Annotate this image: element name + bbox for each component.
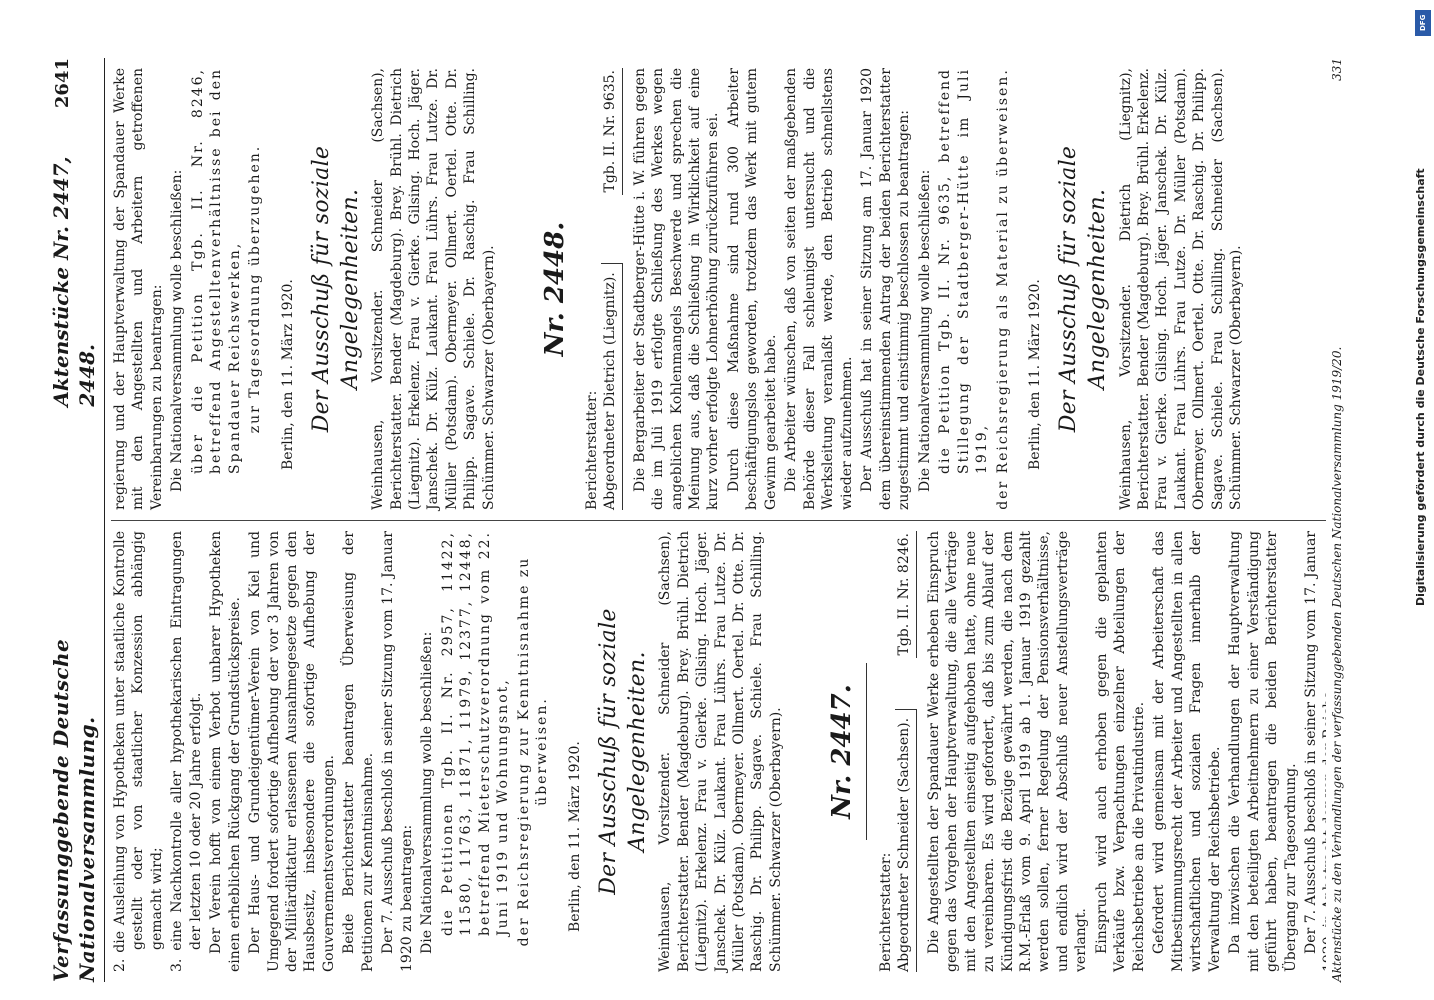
committee-members: Weinhausen, Vorsitzender. Schneider (Sachsen), Berichterstatter. Bender (Magdeburg). Brey. Brühl. Dietrich (Liegnitz). Erkelenz. Frau v. Gierke. Gilsing. Hoch. Jäger. Janschek. Dr. Külz. Laukant. Frau Lührs. Frau Lutze. Dr. Müller (Potsdam). Obermeyer. Ollmert. Oertel. Dr. Otte. Dr. Raschig. Dr. Philipp. Sagave. Schiele. Frau Schilling. Schümmer. Schwarzer (Oberbayern). xyxy=(657,531,784,972)
rapporteur-label: Berichterstatter: xyxy=(877,852,894,972)
paragraph: Die Nationalversammlung wolle beschließen: xyxy=(169,169,186,492)
right-column xyxy=(111,58,1326,520)
footer-signature: 331 xyxy=(1329,58,1344,81)
committee-title: Der Ausschuß für soziale Angelegenheiten. xyxy=(309,145,364,433)
list-item-3: 3. eine Nachkontrolle aller hypothekarischen Eintragungen der letzten 10 oder 20 Jahre erfolgt. xyxy=(169,531,204,972)
date-line: Berlin, den 11. März 1920. xyxy=(279,279,296,470)
running-header xyxy=(48,58,105,982)
section-number-text: Nr. 2448. xyxy=(540,221,571,357)
rapporteur-name: Abgeordneter Schneider (Sachsen). xyxy=(895,709,916,972)
paragraph: Der Ausschuß hat in seiner Sitzung am 17. Januar 1920 dem übereinstimmenden Antrag der beiden Berichterstatter zugestimmt und einstimmig beschlossen zu beantragen: xyxy=(859,68,913,510)
resolution-text: zur Tagesordnung überzugehen. xyxy=(247,144,264,434)
credit-text: Digitalisierung gefördert durch die Deutsche Forschungsgemeinschaft xyxy=(1414,168,1427,606)
paragraph: Der Verein hofft von einem Verbot unbarer Hypotheken einen erheblichen Rückgang der Grundstückspreise. xyxy=(208,531,243,972)
rapporteur-name: Abgeordneter Dietrich (Liegnitz). xyxy=(601,263,622,510)
two-column-body xyxy=(111,58,1326,982)
petition-block: die Petitionen Tgb. II. Nr. 2957, 11422, 11580, 11763, 11871, 11979, 12377, 12448, betreffend Mieterschutzverordnung vom 22. Juni 1919 und Wohnungsnot, xyxy=(439,531,512,936)
paragraph: Die Arbeiter wünschen, daß von seiten der maßgebenden Behörde dieser Fall schleunigst untersucht und die Werksleitung veranlaßt werde, den Betrieb schnellstens wieder aufzunehmen. xyxy=(783,68,855,510)
scanned-page xyxy=(40,40,1360,1000)
footer-source: Aktenstücke zu den Verhandlungen der verfassunggebenden Deutschen Nationalversammlung 1919/20. xyxy=(1329,346,1344,982)
paragraph: Durch diese Maßnahme sind rund 300 Arbeiter beschäftigungslos geworden, trotzdem das Werk mit gutem Gewinn gearbeitet habe. xyxy=(725,68,779,510)
committee-members: Weinhausen, Vorsitzender. Schneider (Sachsen), Berichterstatter. Bender (Magdeburg). Brey. Brühl. Dietrich (Liegnitz). Erkelenz. Frau v. Gierke. Gilsing. Hoch. Jäger. Janschek. Dr. Külz. Laukant. Frau Lührs. Frau Lutze. Dr. Müller (Potsdam). Obermeyer. Ollmert. Oertel. Otte. Dr. Philipp. Sagave. Schiele. Dr. Raschig. Frau Schilling. Schümmer. Schwarzer (Oberbayern). xyxy=(370,68,497,510)
section-number xyxy=(825,531,866,972)
digitization-credit xyxy=(1414,6,1432,986)
resolution-text: der Reichsregierung zur Kenntnisnahme zu überweisen. xyxy=(515,556,551,947)
running-title: Verfassunggebende Deutsche Nationalversammlung. xyxy=(49,638,100,982)
date-line: Berlin, den 11. März 1920. xyxy=(1026,279,1043,470)
paragraph: Der Haus- und Grundeigentümer-Verein von Kiel und Umgegend fordert sofortige Aufhebung der vor 3 Jahren von der Militärdiktatur erlassenen Ausnahmegesetze gegen den Hausbesitz, insbesondere die sofortige Aufhebung der Gouvernementsverordnungen. xyxy=(247,531,337,972)
paragraph: Die Bergarbeiter der Stadtberger-Hütte i. W. führen gegen die im Juli 1919 erfolgte Schließung des Werkes wegen angeblichen Kohlenmangels Beschwerde und sprechen die Meinung aus, daß die Schließung in Wirklichkeit auf eine kurz vorher erfolgte Lohnerhöhung zurückzuführen sei. xyxy=(631,68,722,510)
rapporteur-row xyxy=(601,68,622,510)
document-label: Aktenstücke Nr. 2447, 2448. xyxy=(49,156,100,407)
petition-block: über die Petition Tgb. II. Nr. 8246, betreffend Angestelltenverhältnisse bei den Spandauer Reichswerken, xyxy=(189,68,243,474)
page-footer xyxy=(1330,58,1346,982)
paragraph: Die Nationalversammlung wolle beschließen: xyxy=(419,631,436,954)
paragraph: Einspruch wird auch erhoben gegen die geplanten Verkäufe bzw. Verpachtungen einzelner Abteilungen der Reichsbetriebe an die Privatindustrie. xyxy=(1093,531,1147,972)
divider xyxy=(866,663,867,839)
paragraph: Der 7. Ausschuß beschloß in seiner Sitzung vom 17. Januar 1920, in Anbetracht der von der Reichs- xyxy=(1303,531,1326,972)
rapporteur-row xyxy=(895,531,916,972)
paragraph: regierung und der Hauptverwaltung der Spandauer Werke mit den Angestellten und Arbeitern getroffenen Vereinbarungen zu beantragen: xyxy=(111,68,165,510)
resolution-text: der Reichsregierung als Material zu überweisen. xyxy=(994,68,1011,510)
paragraph: Beide Berichterstatter beantragen Überweisung der Petitionen zur Kenntnisnahme. xyxy=(341,531,376,972)
section-number-text: Nr. 2447. xyxy=(827,684,858,819)
petition-block: die Petition Tgb. II. Nr. 9635, betreffend Stillegung der Stadtberger-Hütte im Juli 1919, xyxy=(937,68,991,474)
rapporteur-label: Berichterstatter: xyxy=(583,390,600,510)
dfg-logo: DFG xyxy=(1415,10,1431,36)
paragraph: Die Nationalversammlung wolle beschließen: xyxy=(916,169,933,492)
committee-members: Weinhausen, Vorsitzender. Dietrich (Liegnitz), Berichterstatter. Bender (Magdeburg). Brey. Brühl. Erkelenz. Frau v. Gierke. Gilsing. Hoch. Jäger. Janschek. Dr. Külz. Laukant. Frau Lührs. Frau Lutze. Dr. Müller (Potsdam). Obermeyer. Ollmert. Oertel. Otte. Dr. Raschig. Dr. Philipp. Sagave. Schiele. Frau Schilling. Schneider (Sachsen). Schümmer. Schwarzer (Oberbayern). xyxy=(1117,68,1245,510)
committee-title: Der Ausschuß für soziale Angelegenheiten. xyxy=(1056,145,1111,433)
page-number: 2641 xyxy=(52,58,73,109)
left-column xyxy=(111,520,1326,982)
journal-number: Tgb. II. Nr. 9635. xyxy=(601,68,622,195)
paragraph: Der 7. Ausschuß beschloß in seiner Sitzung vom 17. Januar 1920 zu beantragen: xyxy=(380,531,415,972)
paragraph: Die Angestellten der Spandauer Werke erheben Einspruch gegen das Vorgehen der Hauptverwaltung, die alle Verträge mit den Angestellten einseitig aufgehoben hatte, ohne neue zu vereinbaren. Es wird gefordert, daß bis zum Ablauf der Kündigungsfrist die Bezüge gewährt werden, die nach dem R.M.-Erlaß vom 9. April 1919 ab 1. Januar 1919 gezahlt werden sollen, ferner Regelung der Pensionsverhältnisse, und endlich wird der Abschluß neuer Anstellungsverträge verlangt. xyxy=(925,531,1090,972)
date-line: Berlin, den 11. März 1920. xyxy=(566,741,583,932)
committee-title: Der Ausschuß für soziale Angelegenheiten. xyxy=(596,608,651,895)
paragraph: Gefordert wird gemeinsam mit der Arbeiterschaft das Mitbestimmungsrecht der Arbeiter und Angestellten in allen wirtschaftlichen und sozialen Fragen innerhalb der Verwaltung der Reichsbetriebe. xyxy=(1151,531,1223,972)
journal-number: Tgb. II. Nr. 8246. xyxy=(895,531,916,658)
paragraph: Da inzwischen die Verhandlungen der Hauptverwaltung mit den beteiligten Arbeitnehmern zu einer Verständigung geführt haben, beantragen die beiden Berichterstatter Übergang zur Tagesordnung. xyxy=(1227,531,1299,972)
section-number xyxy=(538,68,572,510)
list-item-2: 2. die Ausleihung von Hypotheken unter staatliche Kontrolle gestellt oder von staatlicher Konzession abhängig gemacht wird; xyxy=(111,531,165,972)
